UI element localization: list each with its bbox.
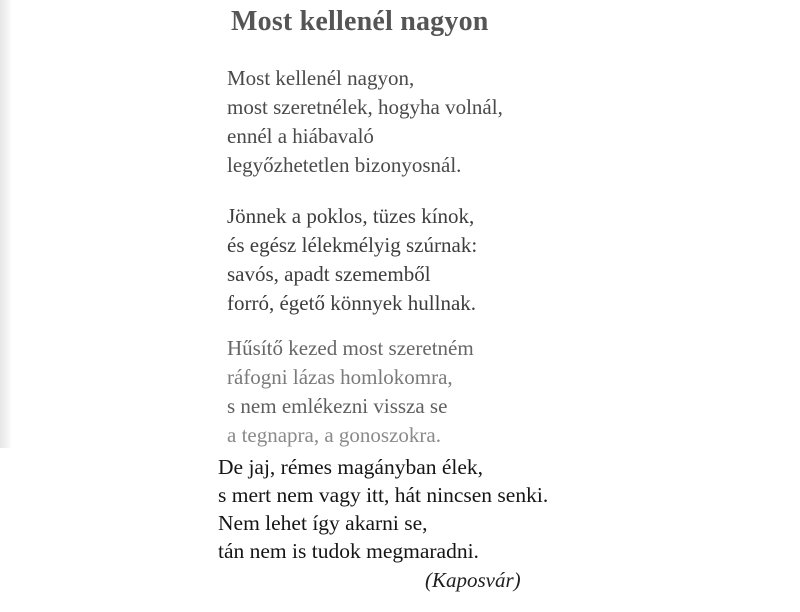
poem-line: s mert nem vagy itt, hát nincsen senki. bbox=[218, 483, 549, 507]
poem-line: legyőzhetetlen bizonyosnál. bbox=[227, 153, 462, 177]
stanza-3 bbox=[227, 334, 474, 450]
stanza-1 bbox=[227, 64, 503, 180]
place-signature: (Kaposvár) bbox=[425, 568, 521, 592]
poem-line: s nem emlékezni vissza se bbox=[227, 394, 448, 418]
poem-line: ráfogni lázas homlokomra, bbox=[227, 365, 453, 389]
poem-line: Most kellenél nagyon, bbox=[227, 66, 415, 90]
poem-line: a tegnapra, a gonoszokra. bbox=[227, 423, 441, 447]
poem-line: ennél a hiábavaló bbox=[227, 124, 374, 148]
poem-line: savós, apadt szememből bbox=[227, 262, 431, 286]
poem-line: Nem lehet így akarni se, bbox=[218, 511, 428, 535]
poem-line: és egész lélekmélyig szúrnak: bbox=[227, 233, 478, 257]
poem-line: Hűsítő kezed most szeretném bbox=[227, 336, 474, 360]
poem-line: forró, égető könnyek hullnak. bbox=[227, 291, 477, 315]
poem-line: most szeretnélek, hogyha volnál, bbox=[227, 95, 503, 119]
stanza-4 bbox=[218, 453, 548, 565]
stanza-2 bbox=[227, 202, 477, 318]
poem-title: Most kellenél nagyon bbox=[231, 6, 489, 37]
poem-line: tán nem is tudok megmaradni. bbox=[218, 539, 479, 563]
poem-line: De jaj, rémes magányban élek, bbox=[218, 455, 484, 479]
poem-line: Jönnek a poklos, tüzes kínok, bbox=[227, 204, 475, 228]
